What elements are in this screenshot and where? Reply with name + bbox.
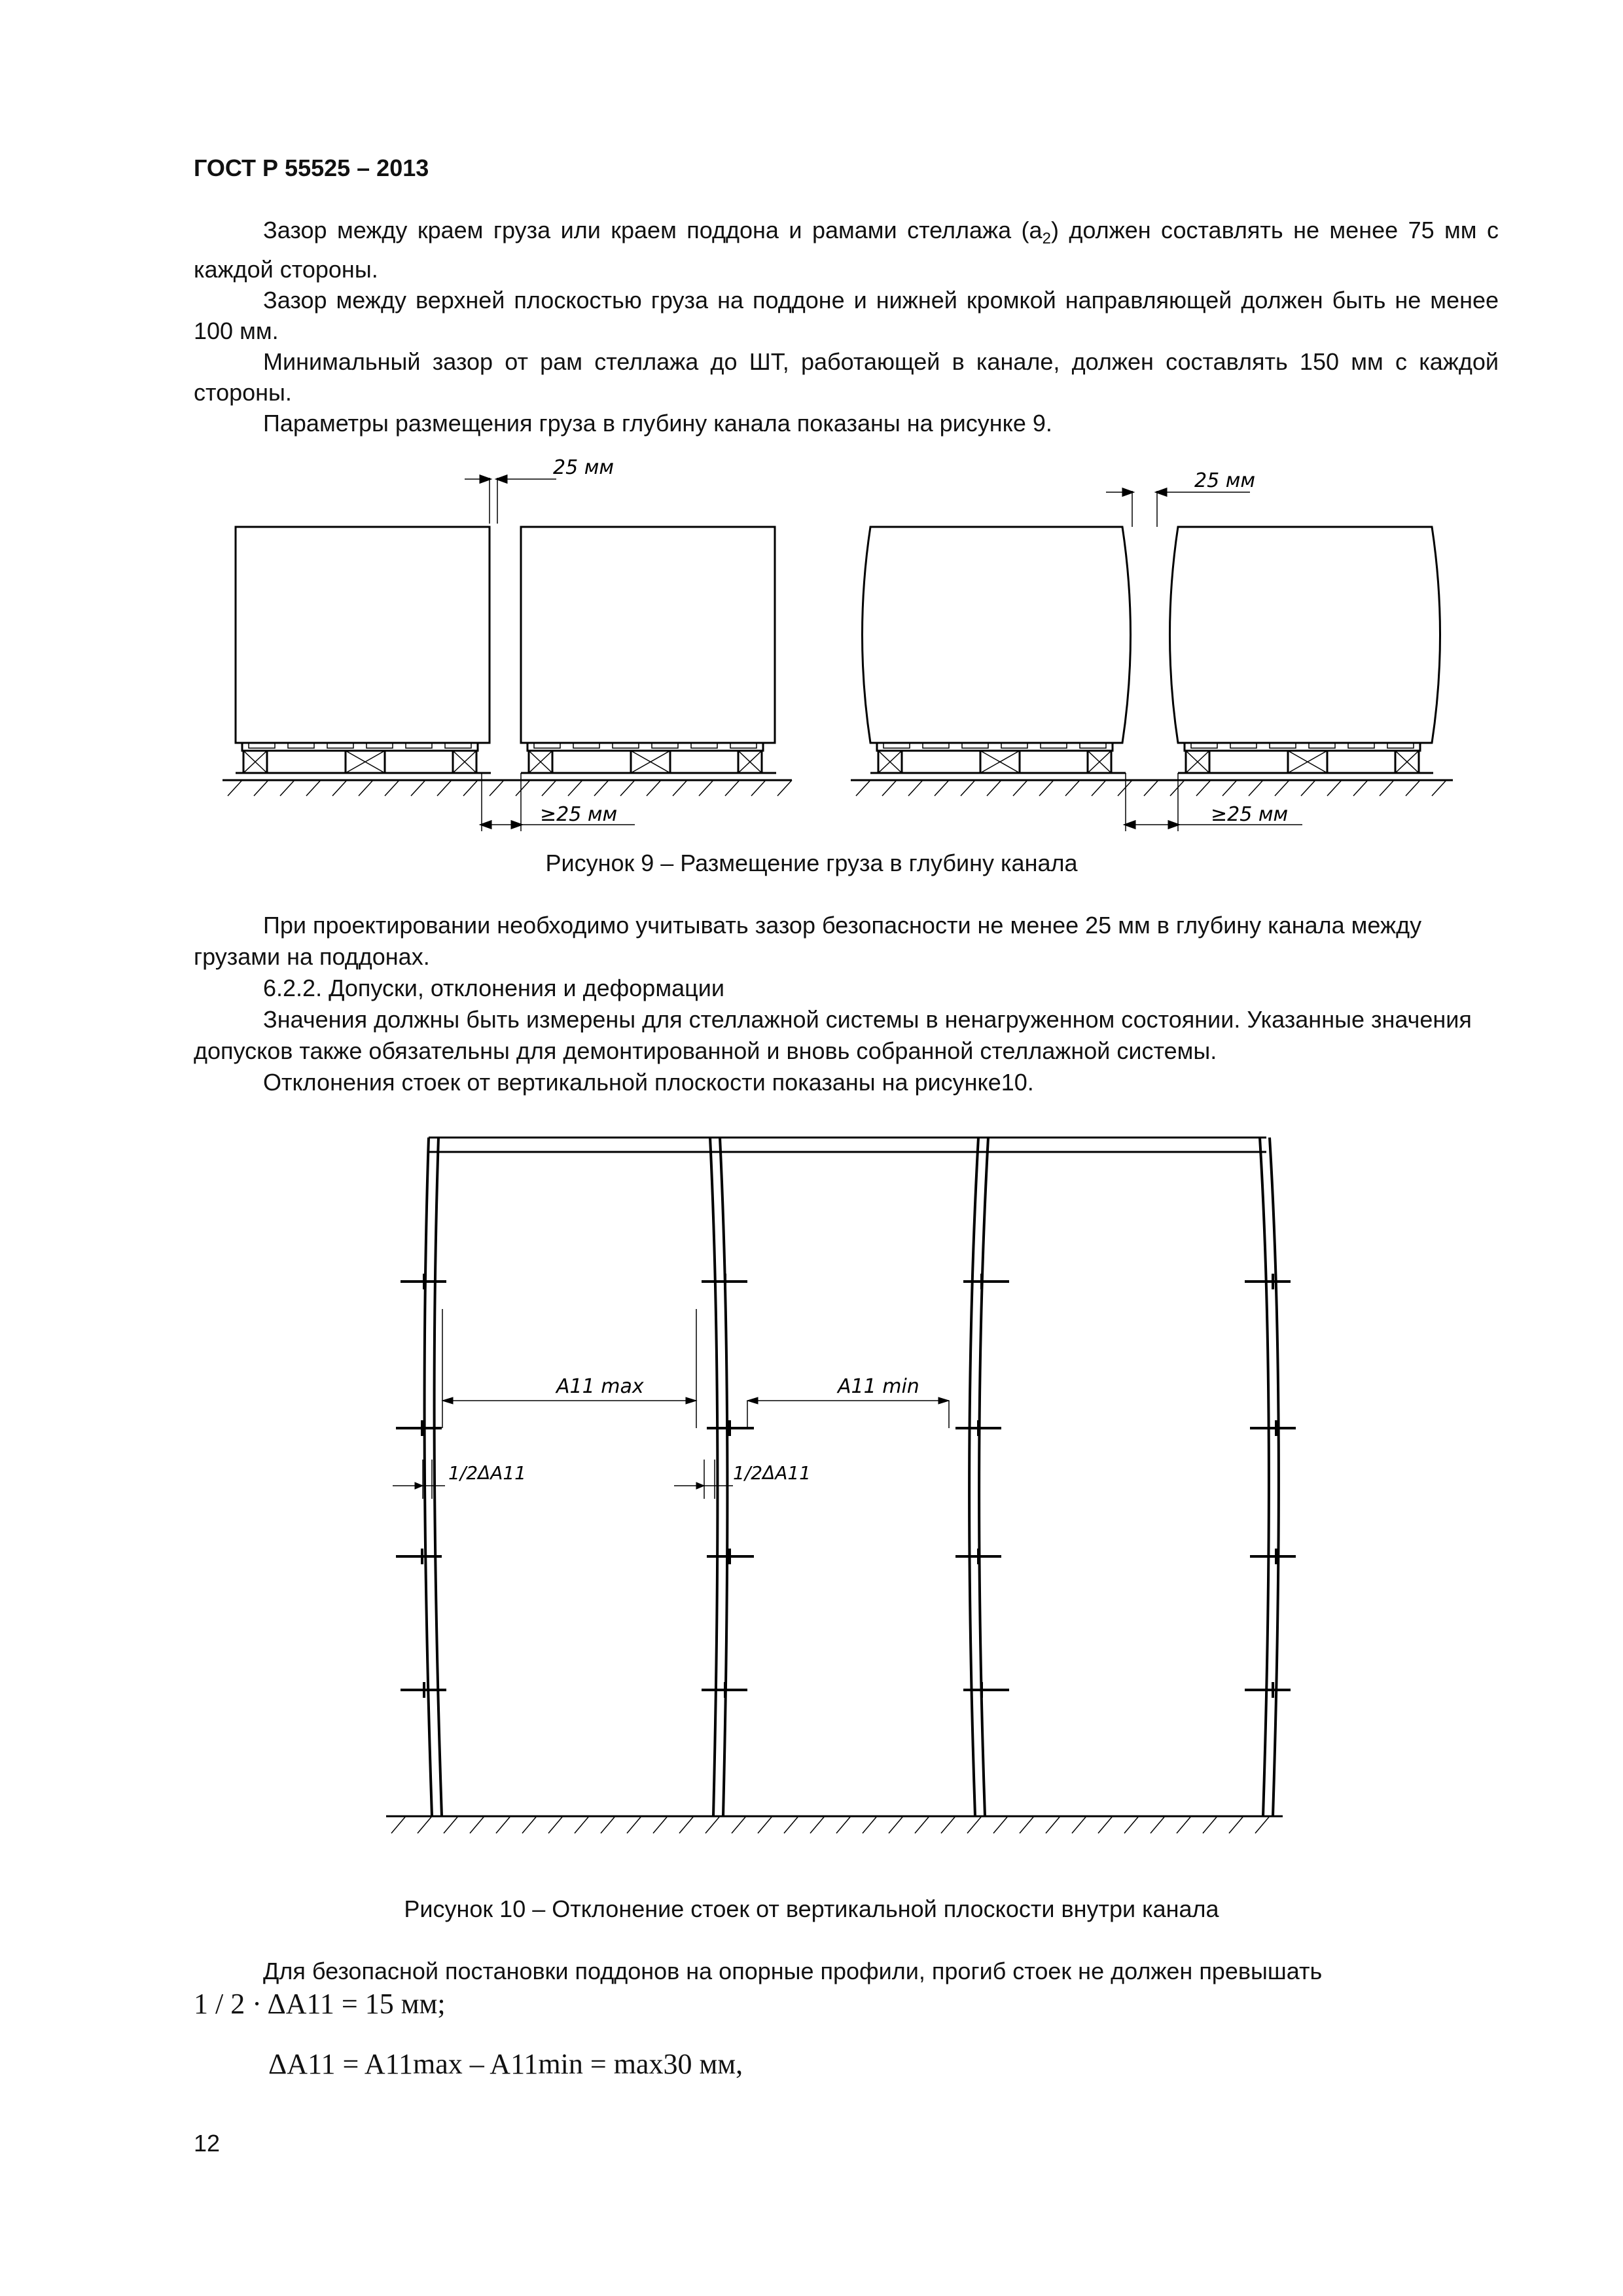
formula-delta: ΔA11 = A11max – A11min = max30 мм,: [268, 2048, 743, 2080]
paragraph-gap-top: Зазор между верхней плоскостью груза на поддоне и нижней кромкой направляющей должен быть не менее 100 мм.: [194, 287, 1499, 345]
page-number: 12: [194, 2130, 221, 2157]
middle-text: [194, 910, 1499, 1098]
load-bulged-right-1: [863, 527, 1131, 743]
pallet-right-2: [1178, 743, 1433, 773]
dim-half-delta-2-lines: [674, 1460, 733, 1499]
dim-a11min-lines: [747, 1401, 949, 1428]
pallet-right-1: [870, 743, 1126, 773]
load-box-left-2: [521, 527, 775, 743]
upright-4: [1260, 1138, 1279, 1816]
intro-text: [194, 215, 1499, 439]
label-a11-max: A11 max: [556, 1375, 644, 1398]
figure-9-drawing: [190, 445, 1472, 844]
dim-label-bottom-left: ≥25 мм: [540, 803, 618, 826]
paragraph-figure10-ref: Отклонения стоек от вертикальной плоскости показаны на рисунке10.: [263, 1069, 1034, 1096]
paragraph-gap-truck: Минимальный зазор от рам стеллажа до ШТ, работающей в канале, должен составлять 150 мм с каждой стороны.: [194, 348, 1499, 406]
paragraph-figure9-ref: Параметры размещения груза в глубину канала показаны на рисунке 9.: [263, 410, 1052, 437]
formula-half-delta: 1 / 2 · ΔA11 = 15 мм;: [194, 1988, 446, 2020]
dim-label-top-left: 25 мм: [553, 456, 614, 479]
dim-half-delta-1-lines: [393, 1460, 445, 1499]
paragraph-measurement: Значения должны быть измерены для стеллажной системы в ненагруженном состоянии. Указанные значения допусков также обязательны для демонтированной и вновь собранной стеллажной системы.: [194, 1006, 1472, 1064]
paragraph-deflection: Для безопасной постановки поддонов на опорные профили, прогиб стоек не должен превышать: [263, 1958, 1323, 1984]
section-heading-6-2-2: 6.2.2. Допуски, отклонения и деформации: [263, 975, 724, 1001]
pallet-left-2: [521, 743, 776, 773]
label-half-delta-1: 1/2ΔA11: [448, 1462, 526, 1484]
support-profiles: [396, 1274, 1296, 1698]
load-box-left-1: [236, 527, 490, 743]
dim-label-top-right: 25 мм: [1194, 469, 1255, 492]
paragraph-safety-gap: При проектировании необходимо учитывать зазор безопасности не менее 25 мм в глубину канала между грузами на поддонах.: [194, 912, 1422, 970]
figure-10-caption: Рисунок 10 – Отклонение стоек от вертикальной плоскости внутри канала: [404, 1895, 1219, 1922]
label-half-delta-2: 1/2ΔA11: [733, 1462, 811, 1484]
paragraph-gap-edge: Зазор между краем груза или краем поддона и рамами стеллажа $(a_2)$ должен составлять не менее 75 мм с каждой стороны.: [194, 217, 1499, 283]
ending-text: [194, 1956, 1499, 1986]
upright-3: [969, 1138, 988, 1816]
figure-10-drawing: [366, 1132, 1296, 1878]
document-header: ГОСТ Р 55525 – 2013: [194, 154, 429, 181]
figure-9-caption: Рисунок 9 – Размещение груза в глубину канала: [545, 850, 1078, 876]
load-bulged-right-2: [1170, 527, 1440, 743]
dim-a11max-lines: [442, 1309, 696, 1428]
pallet-left-1: [236, 743, 491, 773]
upright-2: [710, 1138, 727, 1816]
label-a11-min: A11 min: [838, 1375, 919, 1398]
dim-label-bottom-right: ≥25 мм: [1211, 803, 1289, 826]
upright-1: [425, 1138, 442, 1816]
top-beam: [429, 1138, 1266, 1152]
